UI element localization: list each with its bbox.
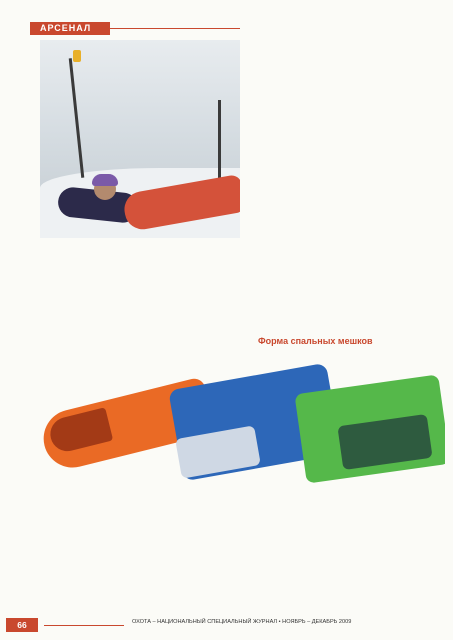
article-column-left-top	[40, 241, 240, 361]
section-divider	[110, 28, 240, 29]
trekking-pole-grip	[73, 50, 81, 62]
article-column-right-top	[248, 40, 438, 330]
sleeping-bags-illustration	[40, 362, 445, 492]
trekking-pole	[69, 58, 85, 178]
page-number: 66	[6, 618, 38, 632]
footer-divider	[44, 625, 124, 626]
photo-sleeping-bag-snow	[40, 40, 240, 238]
article-column-right-bottom	[248, 500, 438, 600]
section-label: АРСЕНАЛ	[30, 22, 110, 35]
person-hat	[92, 174, 118, 186]
section-heading: Форма спальных мешков	[258, 336, 373, 346]
article-column-left-bottom	[40, 500, 240, 600]
magazine-footer-line: ОХОТА – НАЦИОНАЛЬНЫЙ СПЕЦИАЛЬНЫЙ ЖУРНАЛ • НОЯБРЬ – ДЕКАБРЬ 2009	[132, 619, 352, 625]
